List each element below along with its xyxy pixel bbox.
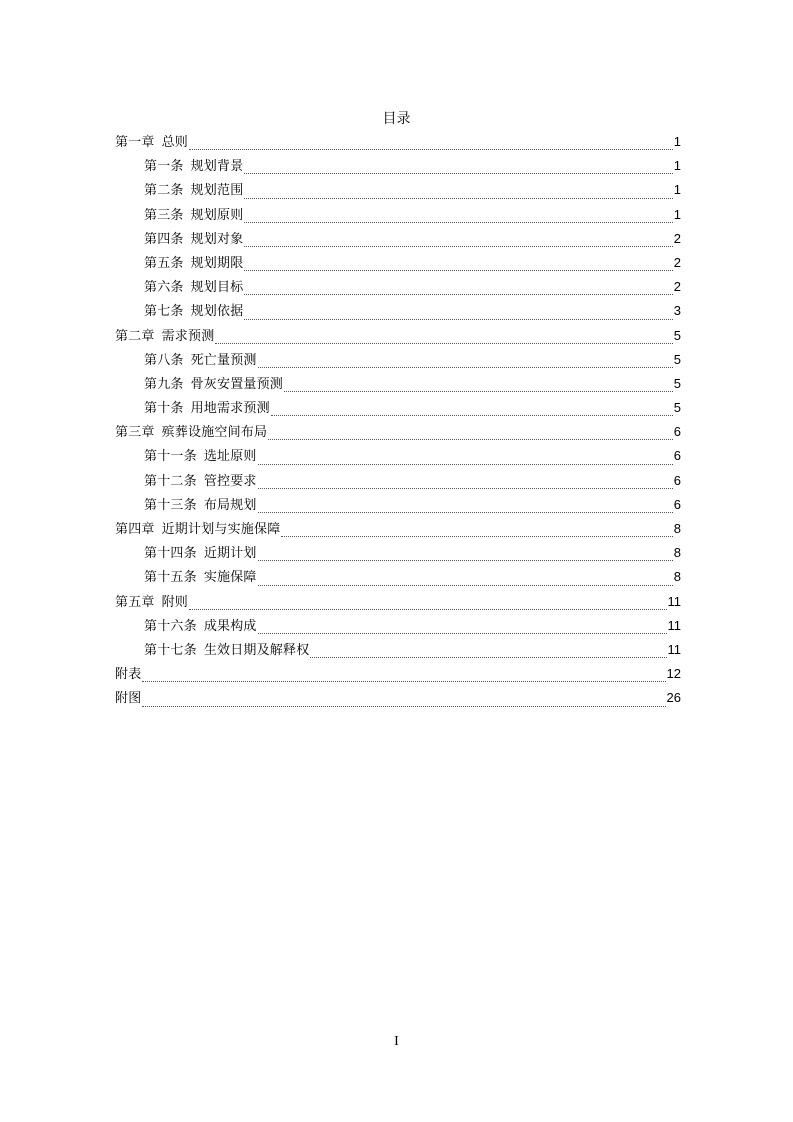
toc-entry-label [144, 157, 243, 177]
toc-entry-page: 2 [673, 230, 681, 246]
toc-entry-title: 规划目标 [190, 280, 244, 296]
dot-leader [284, 390, 673, 392]
toc-entry-page: 8 [673, 569, 681, 585]
toc-entry-label [144, 472, 257, 492]
toc-article-entry[interactable] [115, 372, 681, 396]
toc-article-entry[interactable] [115, 299, 681, 323]
toc-entry-number: 第二章 [115, 328, 155, 344]
toc-entry-page: 6 [673, 472, 681, 488]
toc-entry-title: 规划背景 [190, 159, 244, 175]
toc-entry-label [144, 496, 257, 516]
toc-list [115, 130, 681, 711]
toc-entry-title: 附表 [115, 667, 142, 683]
dot-leader [258, 632, 667, 634]
toc-article-entry[interactable] [115, 275, 681, 299]
toc-entry-number: 第十七条 [144, 642, 197, 658]
toc-entry-title: 殡葬设施空间布局 [161, 425, 268, 441]
toc-entry-page: 5 [673, 400, 681, 416]
toc-entry-page: 6 [673, 448, 681, 464]
toc-article-entry[interactable] [115, 444, 681, 468]
toc-article-entry[interactable] [115, 541, 681, 565]
dot-leader [258, 511, 673, 513]
toc-entry-number: 第一章 [115, 135, 155, 150]
dot-leader [244, 221, 672, 223]
dot-leader [310, 656, 666, 658]
toc-entry-number: 第十二条 [144, 473, 197, 489]
dot-leader [281, 535, 672, 537]
toc-article-entry[interactable] [115, 493, 681, 517]
toc-chapter-entry[interactable] [115, 686, 681, 710]
toc-article-entry[interactable] [115, 469, 681, 493]
toc-article-entry[interactable] [115, 251, 681, 275]
toc-entry-title: 规划依据 [190, 304, 244, 320]
dot-leader [142, 680, 665, 682]
toc-chapter-entry[interactable] [115, 130, 681, 154]
dot-leader [258, 559, 673, 561]
dot-leader [244, 197, 672, 199]
toc-entry-number: 第五章 [115, 594, 155, 610]
dot-leader [271, 414, 673, 416]
toc-entry-title: 附则 [161, 594, 189, 610]
toc-entry-label [115, 520, 280, 540]
toc-entry-number: 第十条 [144, 401, 184, 417]
toc-entry-label [144, 181, 243, 201]
toc-entry-title: 用地需求预测 [190, 401, 270, 417]
toc-entry-label [115, 133, 188, 153]
toc-entry-label [144, 447, 257, 467]
toc-entry-label [144, 278, 243, 298]
dot-leader [258, 463, 673, 465]
toc-article-entry[interactable] [115, 178, 681, 202]
toc-entry-page: 11 [667, 593, 681, 609]
toc-entry-number: 第四条 [144, 231, 184, 247]
dot-leader [268, 438, 673, 440]
toc-entry-page: 8 [673, 545, 681, 561]
toc-entry-label [115, 327, 214, 347]
toc-entry-number: 第十六条 [144, 618, 197, 634]
toc-entry-page: 8 [673, 521, 681, 536]
dot-leader [258, 584, 673, 586]
toc-entry-label [144, 302, 243, 322]
toc-entry-label [144, 254, 243, 274]
toc-entry-page: 1 [673, 158, 681, 174]
toc-entry-number: 第六条 [144, 280, 184, 296]
toc-entry-label [144, 206, 243, 226]
toc-entry-label [144, 641, 309, 661]
toc-entry-page: 6 [673, 424, 681, 440]
toc-entry-title: 生效日期及解释权 [203, 642, 310, 658]
toc-entry-title: 规划原则 [190, 207, 244, 223]
toc-entry-page: 3 [673, 303, 681, 319]
toc-chapter-entry[interactable] [115, 662, 681, 686]
toc-entry-label [115, 423, 267, 443]
toc-entry-title: 规划对象 [190, 231, 244, 247]
dot-leader [258, 487, 673, 489]
toc-entry-number: 第十一条 [144, 449, 197, 465]
toc-entry-label [144, 399, 270, 419]
toc-entry-number: 第十五条 [144, 570, 197, 586]
toc-entry-number: 第一条 [144, 159, 184, 175]
toc-entry-label [144, 375, 283, 395]
toc-entry-number: 第五条 [144, 255, 184, 271]
toc-article-entry[interactable] [115, 614, 681, 638]
toc-entry-page: 26 [666, 690, 681, 706]
toc-entry-page: 1 [673, 182, 681, 198]
toc-entry-title: 规划范围 [190, 183, 244, 199]
dot-leader [258, 366, 673, 368]
toc-entry-title: 死亡量预测 [190, 352, 257, 368]
toc-entry-label [144, 544, 257, 564]
toc-entry-number: 第三条 [144, 207, 184, 223]
toc-entry-number: 第四章 [115, 522, 155, 537]
dot-leader [244, 269, 672, 271]
toc-title: 目录 [382, 111, 411, 127]
toc-entry-label [144, 568, 257, 588]
toc-chapter-entry[interactable] [115, 590, 681, 614]
toc-entry-title: 骨灰安置量预测 [190, 376, 284, 392]
toc-entry-number: 第十四条 [144, 546, 197, 562]
toc-entry-number: 第九条 [144, 376, 184, 392]
dot-leader [215, 342, 672, 344]
toc-entry-page: 5 [673, 375, 681, 391]
toc-chapter-entry[interactable] [115, 420, 681, 444]
toc-entry-page: 1 [673, 134, 681, 149]
toc-entry-title: 需求预测 [161, 328, 215, 344]
toc-entry-title: 实施保障 [203, 570, 257, 586]
toc-entry-label [115, 689, 141, 709]
toc-article-entry[interactable] [115, 638, 681, 662]
toc-entry-page: 5 [673, 327, 681, 343]
page-number: I [394, 1034, 399, 1049]
toc-entry-label [115, 593, 188, 613]
toc-entry-title: 选址原则 [203, 449, 257, 465]
toc-entry-title: 成果构成 [203, 618, 257, 634]
dot-leader [189, 148, 673, 150]
toc-entry-title: 附图 [115, 691, 142, 707]
toc-entry-page: 11 [667, 617, 681, 633]
toc-entry-page: 6 [673, 496, 681, 512]
toc-entry-page: 11 [667, 641, 681, 657]
toc-article-entry[interactable] [115, 396, 681, 420]
dot-leader [244, 293, 672, 295]
toc-entry-page: 2 [673, 279, 681, 295]
toc-entry-page: 5 [673, 351, 681, 367]
toc-chapter-entry[interactable] [115, 517, 681, 541]
toc-entry-page: 2 [673, 254, 681, 270]
toc-entry-page: 1 [673, 206, 681, 222]
toc-article-entry[interactable] [115, 203, 681, 227]
toc-entry-title: 近期计划 [203, 546, 257, 562]
toc-article-entry[interactable] [115, 154, 681, 178]
dot-leader [244, 245, 672, 247]
dot-leader [244, 172, 672, 174]
toc-entry-title: 近期计划与实施保障 [161, 522, 281, 537]
toc-entry-number: 第七条 [144, 304, 184, 320]
toc-entry-label [144, 230, 243, 250]
toc-entry-number: 第八条 [144, 352, 184, 368]
toc-entry-page: 12 [666, 666, 681, 682]
toc-entry-title: 总则 [161, 135, 189, 150]
toc-entry-label [115, 665, 141, 685]
toc-entry-title: 管控要求 [203, 473, 257, 489]
toc-entry-number: 第二条 [144, 183, 184, 199]
toc-chapter-entry[interactable] [115, 324, 681, 348]
dot-leader [244, 318, 672, 320]
toc-article-entry[interactable] [115, 348, 681, 372]
toc-entry-title: 布局规划 [203, 497, 257, 513]
toc-entry-label [144, 617, 257, 637]
dot-leader [142, 705, 665, 707]
toc-entry-label [144, 351, 257, 371]
toc-entry-number: 第三章 [115, 425, 155, 441]
dot-leader [189, 608, 666, 610]
toc-entry-number: 第十三条 [144, 497, 197, 513]
toc-article-entry[interactable] [115, 227, 681, 251]
toc-entry-title: 规划期限 [190, 255, 244, 271]
toc-article-entry[interactable] [115, 565, 681, 589]
